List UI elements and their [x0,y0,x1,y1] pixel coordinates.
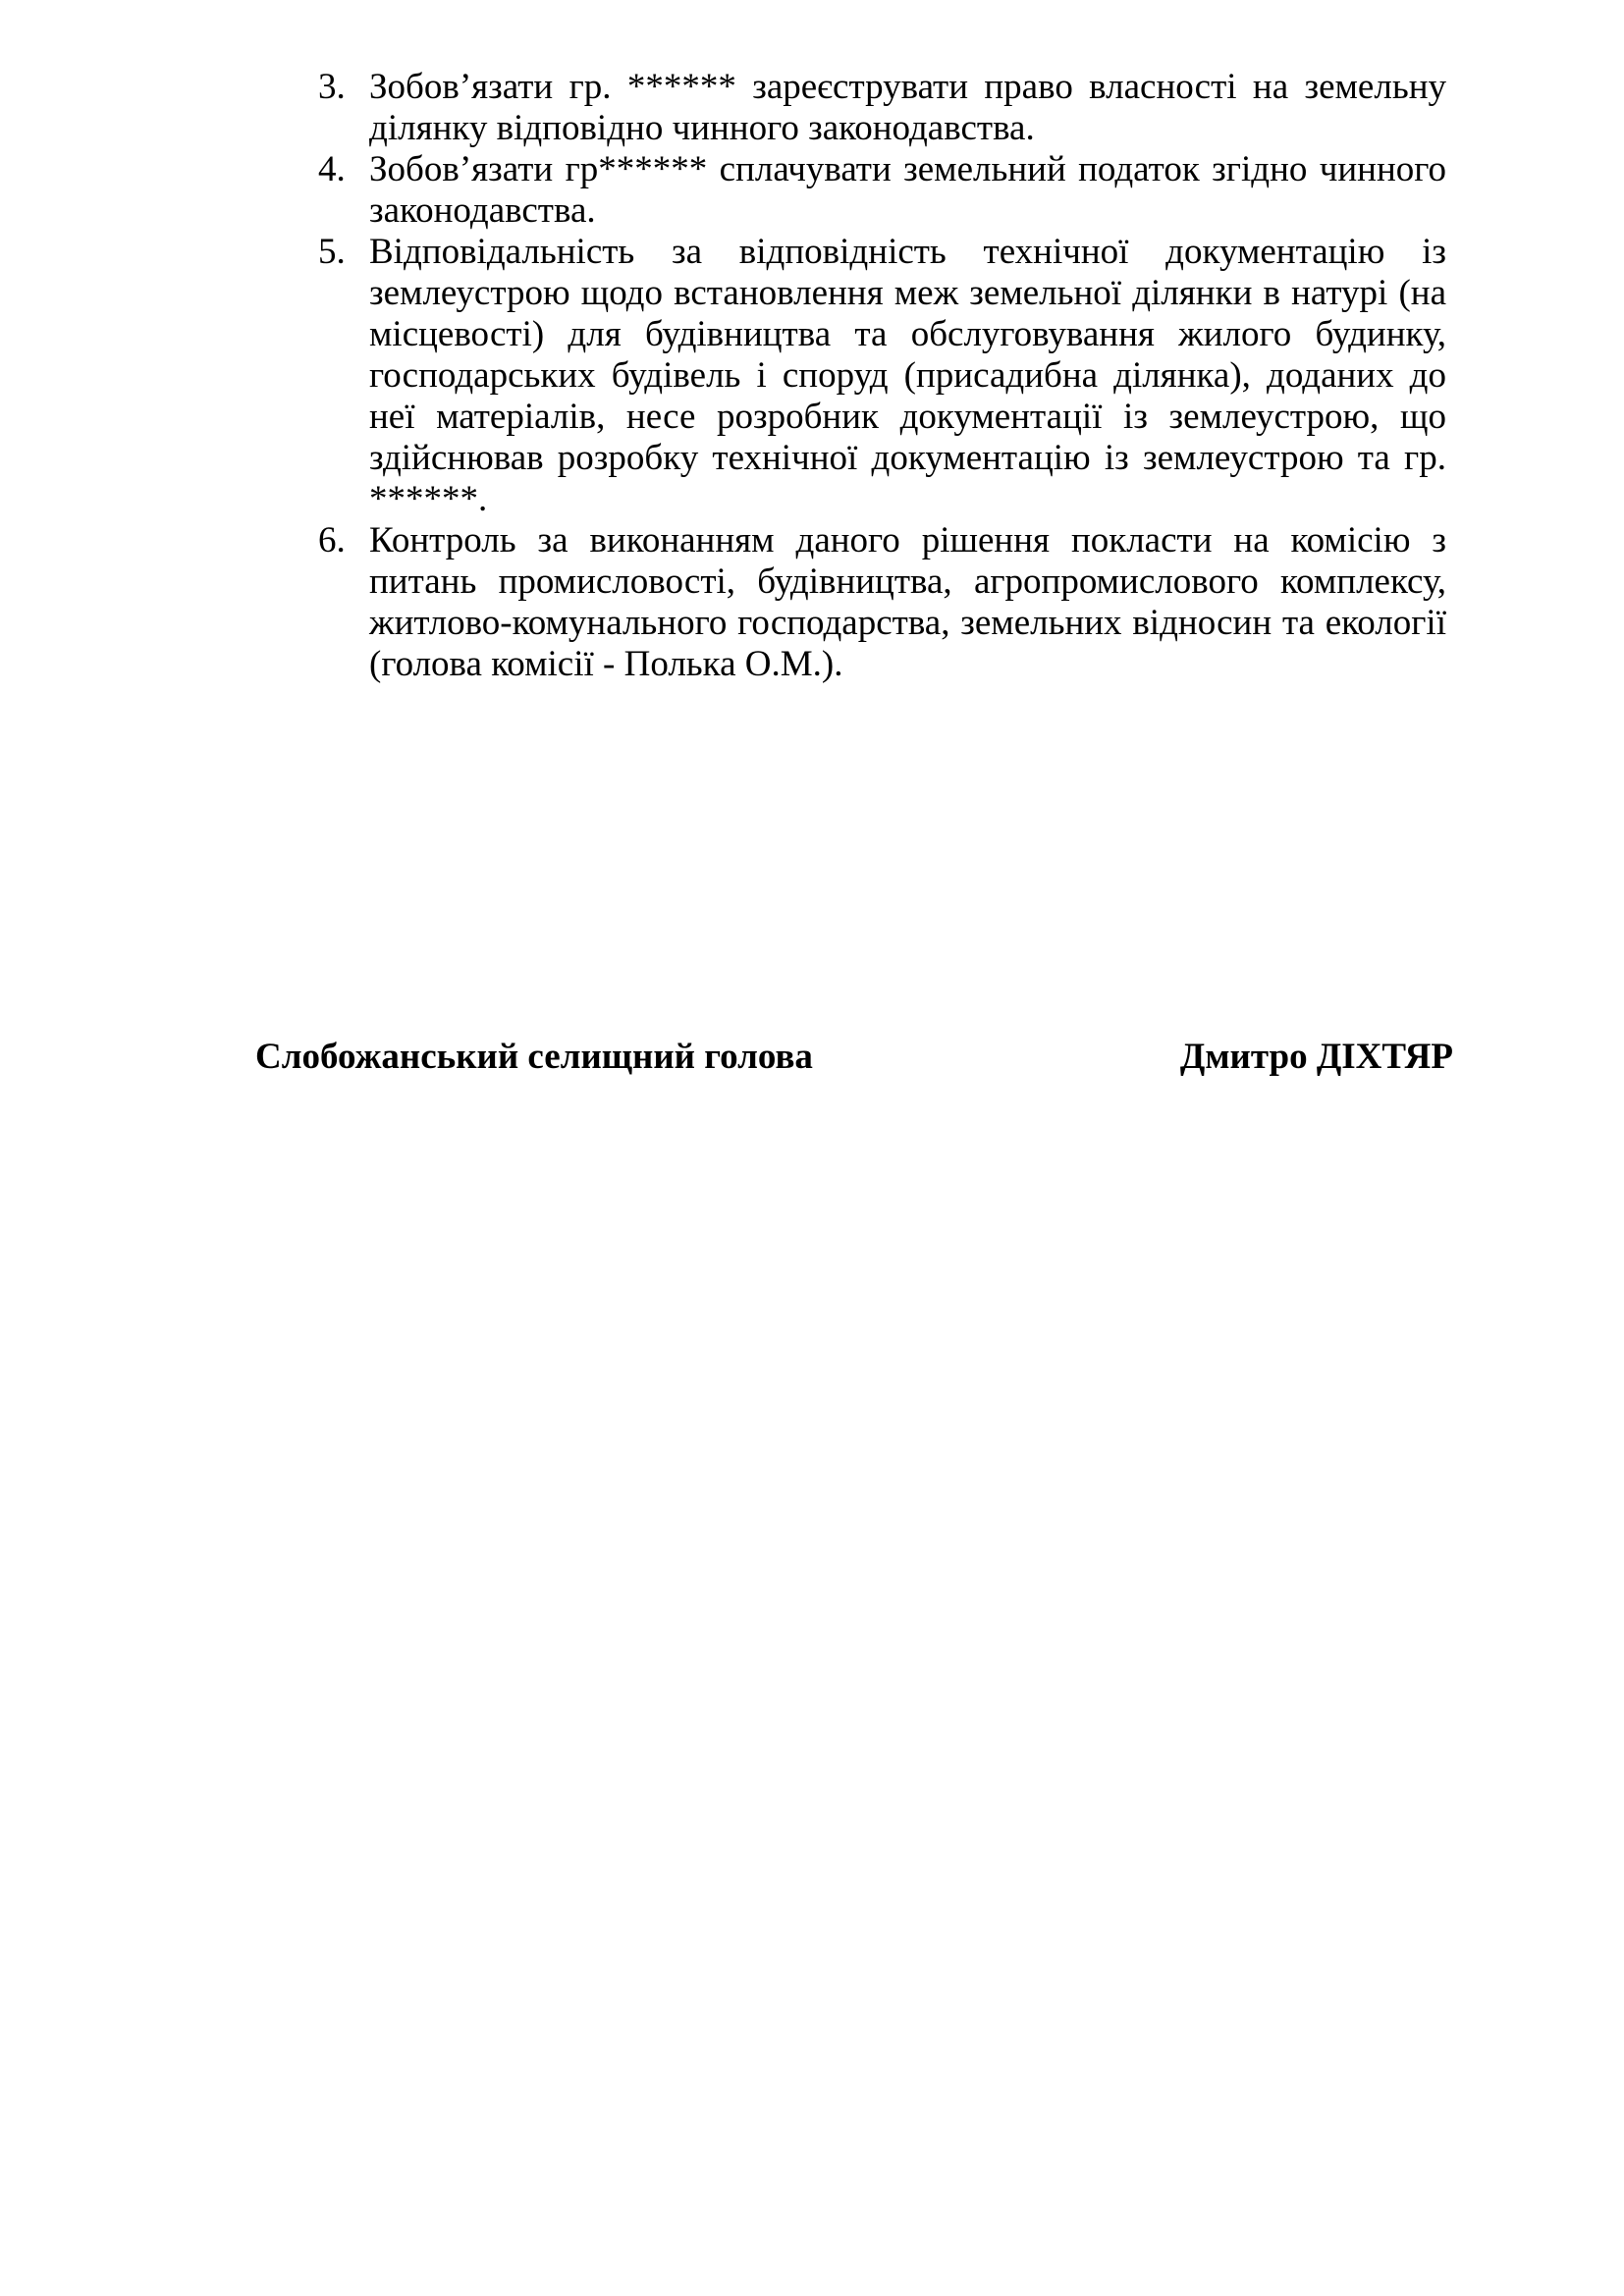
signature-row [255,1037,1453,1078]
list-item [318,232,1446,520]
list-item-number: 4. [318,149,346,189]
list-item [318,520,1446,685]
list-item-number: 3. [318,67,346,107]
signature-title: Слобожанський селищний голова [255,1037,813,1077]
list-item-number: 5. [318,232,346,272]
numbered-list [318,67,1446,685]
signature-name: Дмитро ДІХТЯР [1179,1037,1453,1077]
list-item [318,67,1446,149]
list-item-text: Відповідальність за відповідність технічної документацію із землеустрою щодо встановлення меж земельної ділянки в натурі (на місцевості) для будівництва та обслуговування жилого будинку, господарських будівель і споруд (присадибна ділянка), доданих до неї матеріалів, несе розробник документації із землеустрою, що здійснював розробку технічної документацію із землеустрою та гр. ******. [369,232,1446,519]
list-item [318,149,1446,232]
list-item-text: Зобов’язати гр****** сплачувати земельний податок згідно чинного законодавства. [369,149,1446,231]
list-item-text: Контроль за виконанням даного рішення покласти на комісію з питань промисловості, будівництва, агропромислового комплексу, житлово-комунального господарства, земельних відносин та екології (голова комісії - Полька О.М.). [369,520,1446,684]
list-item-text: Зобов’язати гр. ****** зареєструвати право власності на земельну ділянку відповідно чинного законодавства. [369,67,1446,148]
list-item-number: 6. [318,520,346,561]
